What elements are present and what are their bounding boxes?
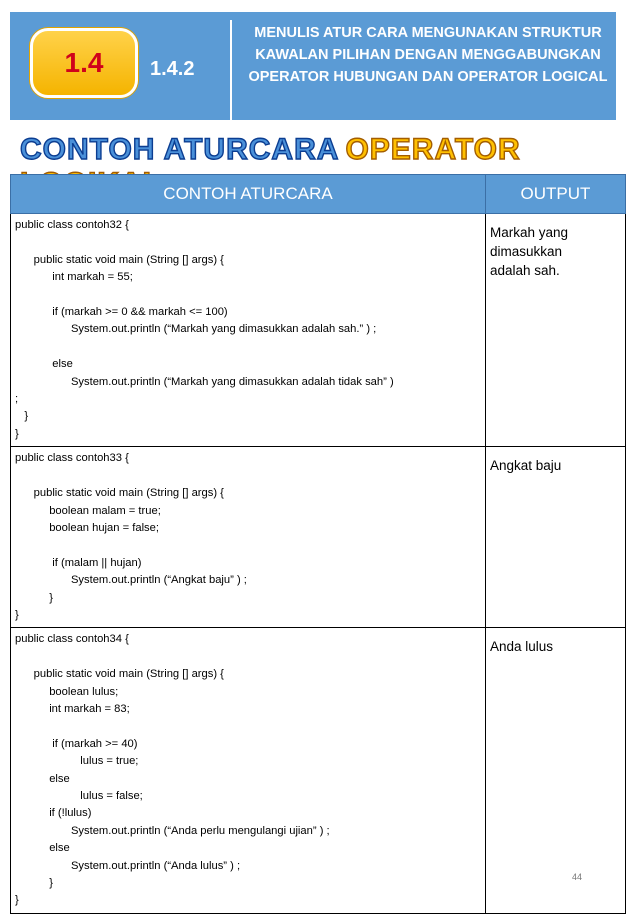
code-block: public class contoh32 { public static void main (String [] args) { int markah = 55; if (markah >= 0 && markah <= 100) System.out.println (“Markah yang dimasukkan adalah sah.” ) ; else System.out.println (“Markah yang dimasukkan adalah tidak sah” ) ; } } bbox=[15, 219, 394, 440]
output-cell bbox=[486, 628, 626, 914]
section-title: MENULIS ATUR CARA MENGUNAKAN STRUKTUR KAWALAN PILIHAN DENGAN MENGGABUNGKAN OPERATOR HUBUNGAN DAN OPERATOR LOGICAL bbox=[248, 25, 608, 85]
table-row bbox=[11, 214, 626, 447]
table-header-row bbox=[11, 175, 626, 214]
header-output: OUTPUT bbox=[486, 175, 626, 214]
header-divider bbox=[230, 20, 232, 120]
code-block: public class contoh33 { public static void main (String [] args) { boolean malam = true; boolean hujan = false; if (malam || hujan) System.out.println (“Angkat baju” ) ; } } bbox=[15, 452, 247, 621]
output-cell bbox=[486, 447, 626, 628]
heading-part-1: CONTOH ATURCARA bbox=[20, 133, 340, 166]
output-text: Markah yang dimasukkan adalah sah. bbox=[490, 225, 569, 278]
code-cell bbox=[11, 447, 486, 628]
table-row bbox=[11, 447, 626, 628]
code-block: public class contoh34 { public static void main (String [] args) { boolean lulus; int markah = 83; if (markah >= 40) lulus = true; else lulus = false; if (!lulus) System.out.println (“Anda perlu mengulangi ujian” ) ; else System.out.println (“Anda lulus” ) ; } } bbox=[15, 633, 330, 907]
subsection-number: 1.4.2 bbox=[150, 58, 195, 80]
output-text: Angkat baju bbox=[490, 458, 562, 474]
header-code: CONTOH ATURCARA bbox=[11, 175, 486, 214]
code-table bbox=[10, 174, 626, 914]
code-cell bbox=[11, 214, 486, 447]
page-number: 44 bbox=[572, 872, 583, 882]
output-text: Anda lulus bbox=[490, 639, 554, 655]
heading-part-2: OPERATOR bbox=[345, 133, 521, 166]
output-cell bbox=[486, 214, 626, 447]
table-row bbox=[11, 628, 626, 914]
code-cell bbox=[11, 628, 486, 914]
section-badge: 1.4 bbox=[30, 28, 138, 98]
